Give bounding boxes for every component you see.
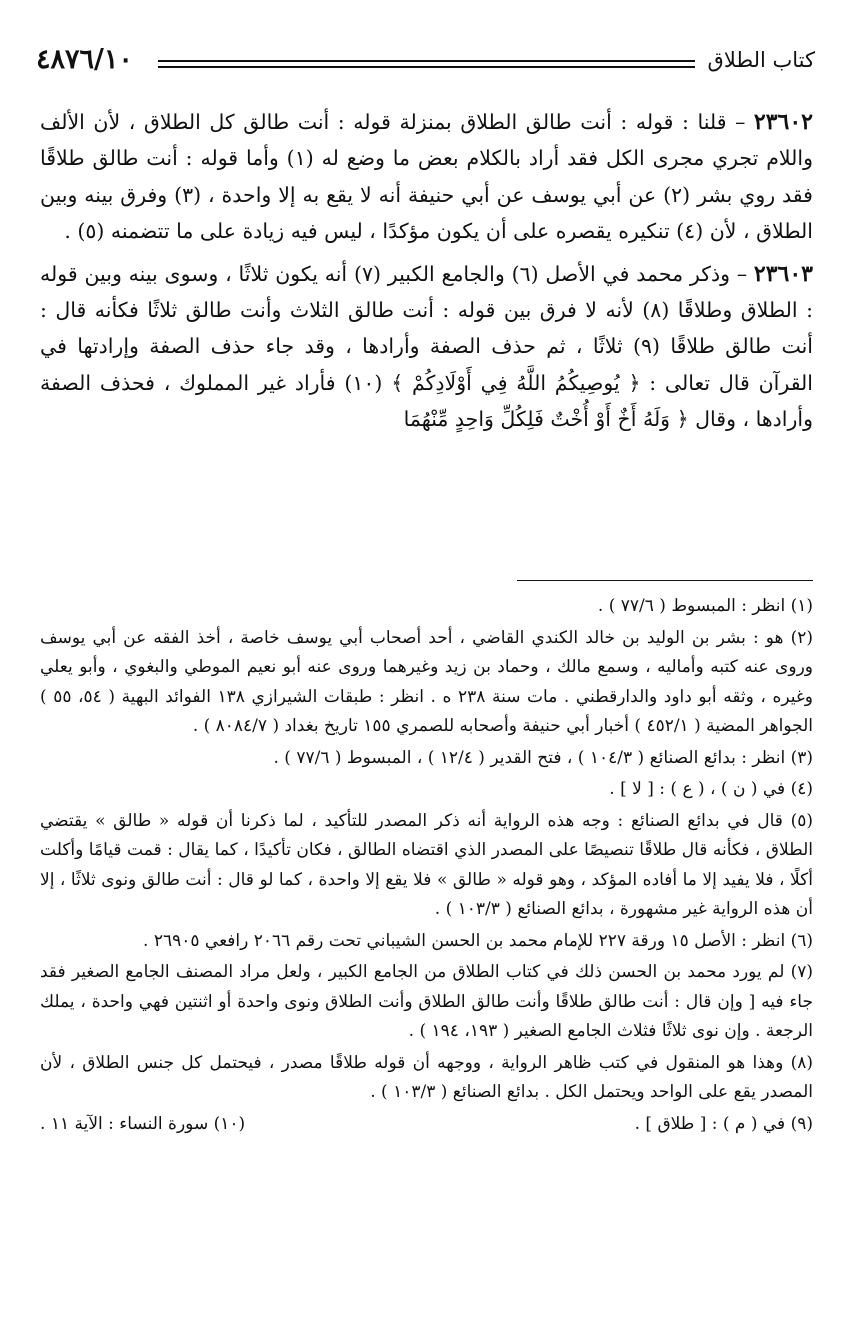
main-text	[40, 104, 813, 444]
footnote: (١) انظر : المبسوط ( ٧٧/٦ ) .	[597, 596, 813, 616]
footnote: (٨) وهذا هو المنقول في كتب ظاهر الرواية ، ووجهه أن قوله طلاقًا مصدر ، فيحتمل كل جنس الطلاق ، لأن المصدر يقع على الواحد ويحتمل الكل . بدائع الصنائع ( ١٠٣/٣ ) .	[40, 1052, 813, 1102]
paragraph-number: ٢٣٦٠٣	[753, 260, 813, 287]
paragraph-text: – قلنا : قوله : أنت طالق الطلاق بمنزلة قوله : أنت طالق كل الطلاق ، لأن الألف واللام تجري مجرى الكل فقد أراد بالكلام بعض ما وضع له (١) وأما قوله : أنت طالق طلاقًا فقد روي بشر (٢) عن أبي يوسف عن أبي حنيفة أنه لا يقع به إلا واحدة ، (٣) وفرق بينه وبين الطلاق ، لأن (٤) تنكيره يقصره على أن يكون مؤكدًا ، ليس فيه زيادة على ما تتضمنه (٥) .	[40, 110, 814, 244]
header-double-rule	[158, 60, 695, 68]
footnote: (٧) لم يورد محمد بن الحسن ذلك في كتاب الطلاق من الجامع الكبير ، ولعل مراد المصنف الجامع الصغير فقد جاء فيه [ وإن قال : أنت طالق طلاقًا وأنت طالق الطلاق وأنت الطلاق ونوى واحدة أو اثنتين فهي واحدة ، يملك الرجعة . وإن نوى ثلاثًا فثلاث الجامع الصغير ( ١٩٣، ١٩٤ ) .	[40, 962, 813, 1041]
paragraph-text: – وذكر محمد في الأصل (٦) والجامع الكبير (٧) أنه يكون ثلاثًا ، وسوى بينه وبين قوله : الطلاق وطلاقًا (٨) لأنه لا فرق بين قوله : أنت طالق الثلاث وأنت طالق ثلاثًا فكأنه قال : أنت طالق طلاقًا (٩) ثلاثًا ، ثم حذف الصفة وأرادها ، وقد جاء حذف الصفة وإرادتها في القرآن قال تعالى : ﴿ يُوصِيكُمُ اللَّهُ فِي أَوْلَادِكُمْ ﴾ (١٠) فأراد غير المملوك ، فحذف الصفة وأرادها ، وقال ﴿ وَلَهُ أَخٌ أَوْ أُخْتٌ فَلِكُلِّ وَاحِدٍ مِّنْهُمَا	[40, 261, 814, 432]
footnote: (٦) انظر : الأصل ١٥ ورقة ٢٢٧ للإمام محمد بن الحسن الشيباني تحت رقم ٢٠٦٦ رافعي ٢٦٩٠٥ .	[143, 930, 813, 951]
footnote: (٩) في ( م ) : [ طلاق ] .	[634, 1113, 813, 1134]
footnote: (٤) في ( ن ) ، ( ع ) : [ لا ] .	[609, 779, 813, 799]
footnote: (٥) قال في بدائع الصنائع : وجه هذه الرواية أنه ذكر المصدر للتأكيد ، لما ذكرنا أن قوله « طالق » يقتضي الطلاق ، فكأنه قال طلاقًا تنصيصًا على المصدر الذي اقتضاه الطالق ، فكان تأكيدًا ، كما يقال : قمت قيامًا وأكلت أكلًا ، فلا يفيد إلا ما أفاده المؤكد ، وهو قوله « طالق » فلا يقع إلا واحدة ، كما لو قال : أنت طالق ونوى ثلاثًا ، إلا أن هذه الرواية غير مشهورة ، بدائع الصنائع ( ١٠٣/٣ ) .	[40, 810, 813, 919]
footnote: (٢) هو : بشر بن الوليد بن خالد الكندي القاضي ، أحد أصحاب أبي يوسف خاصة ، أخذ الفقه عن أبي يوسف وروى عنه كتبه وأماليه ، وسمع مالك ، وحماد بن زيد وغيرهما وروى عنه أبو نعيم الموطي والبغوي ، وأبو يعلي وغيره ، وثقه أبو داود والدارقطني . مات سنة ٢٣٨ ه . انظر : طبقات الشيرازي ١٣٨ الفوائد البهية ( ٥٤، ٥٥ ) الجواهر المضية ( ٤٥٢/١ ) أخبار أبي حنيفة وأصحابه للصمري ١٥٥ تاريخ بغداد ( ٨٠٨٤/٧ ) .	[40, 627, 814, 736]
footnote-separator	[517, 580, 813, 581]
page-number: ٤٨٧٦/١٠	[36, 44, 133, 75]
footnote: (١٠) سورة النساء : الآية ١١ .	[40, 1113, 246, 1134]
footnotes	[40, 592, 813, 1139]
paragraph-number: ٢٣٦٠٢	[753, 109, 813, 135]
book-title: كتاب الطلاق	[707, 48, 815, 72]
paragraph	[40, 256, 813, 438]
paragraph	[40, 104, 813, 250]
footnote: (٣) انظر : بدائع الصنائع ( ١٠٤/٣ ) ، فتح القدير ( ١٢/٤ ) ، المبسوط ( ٧٧/٦ ) .	[273, 747, 813, 768]
running-header	[36, 44, 815, 84]
footnote-row	[40, 1110, 813, 1140]
